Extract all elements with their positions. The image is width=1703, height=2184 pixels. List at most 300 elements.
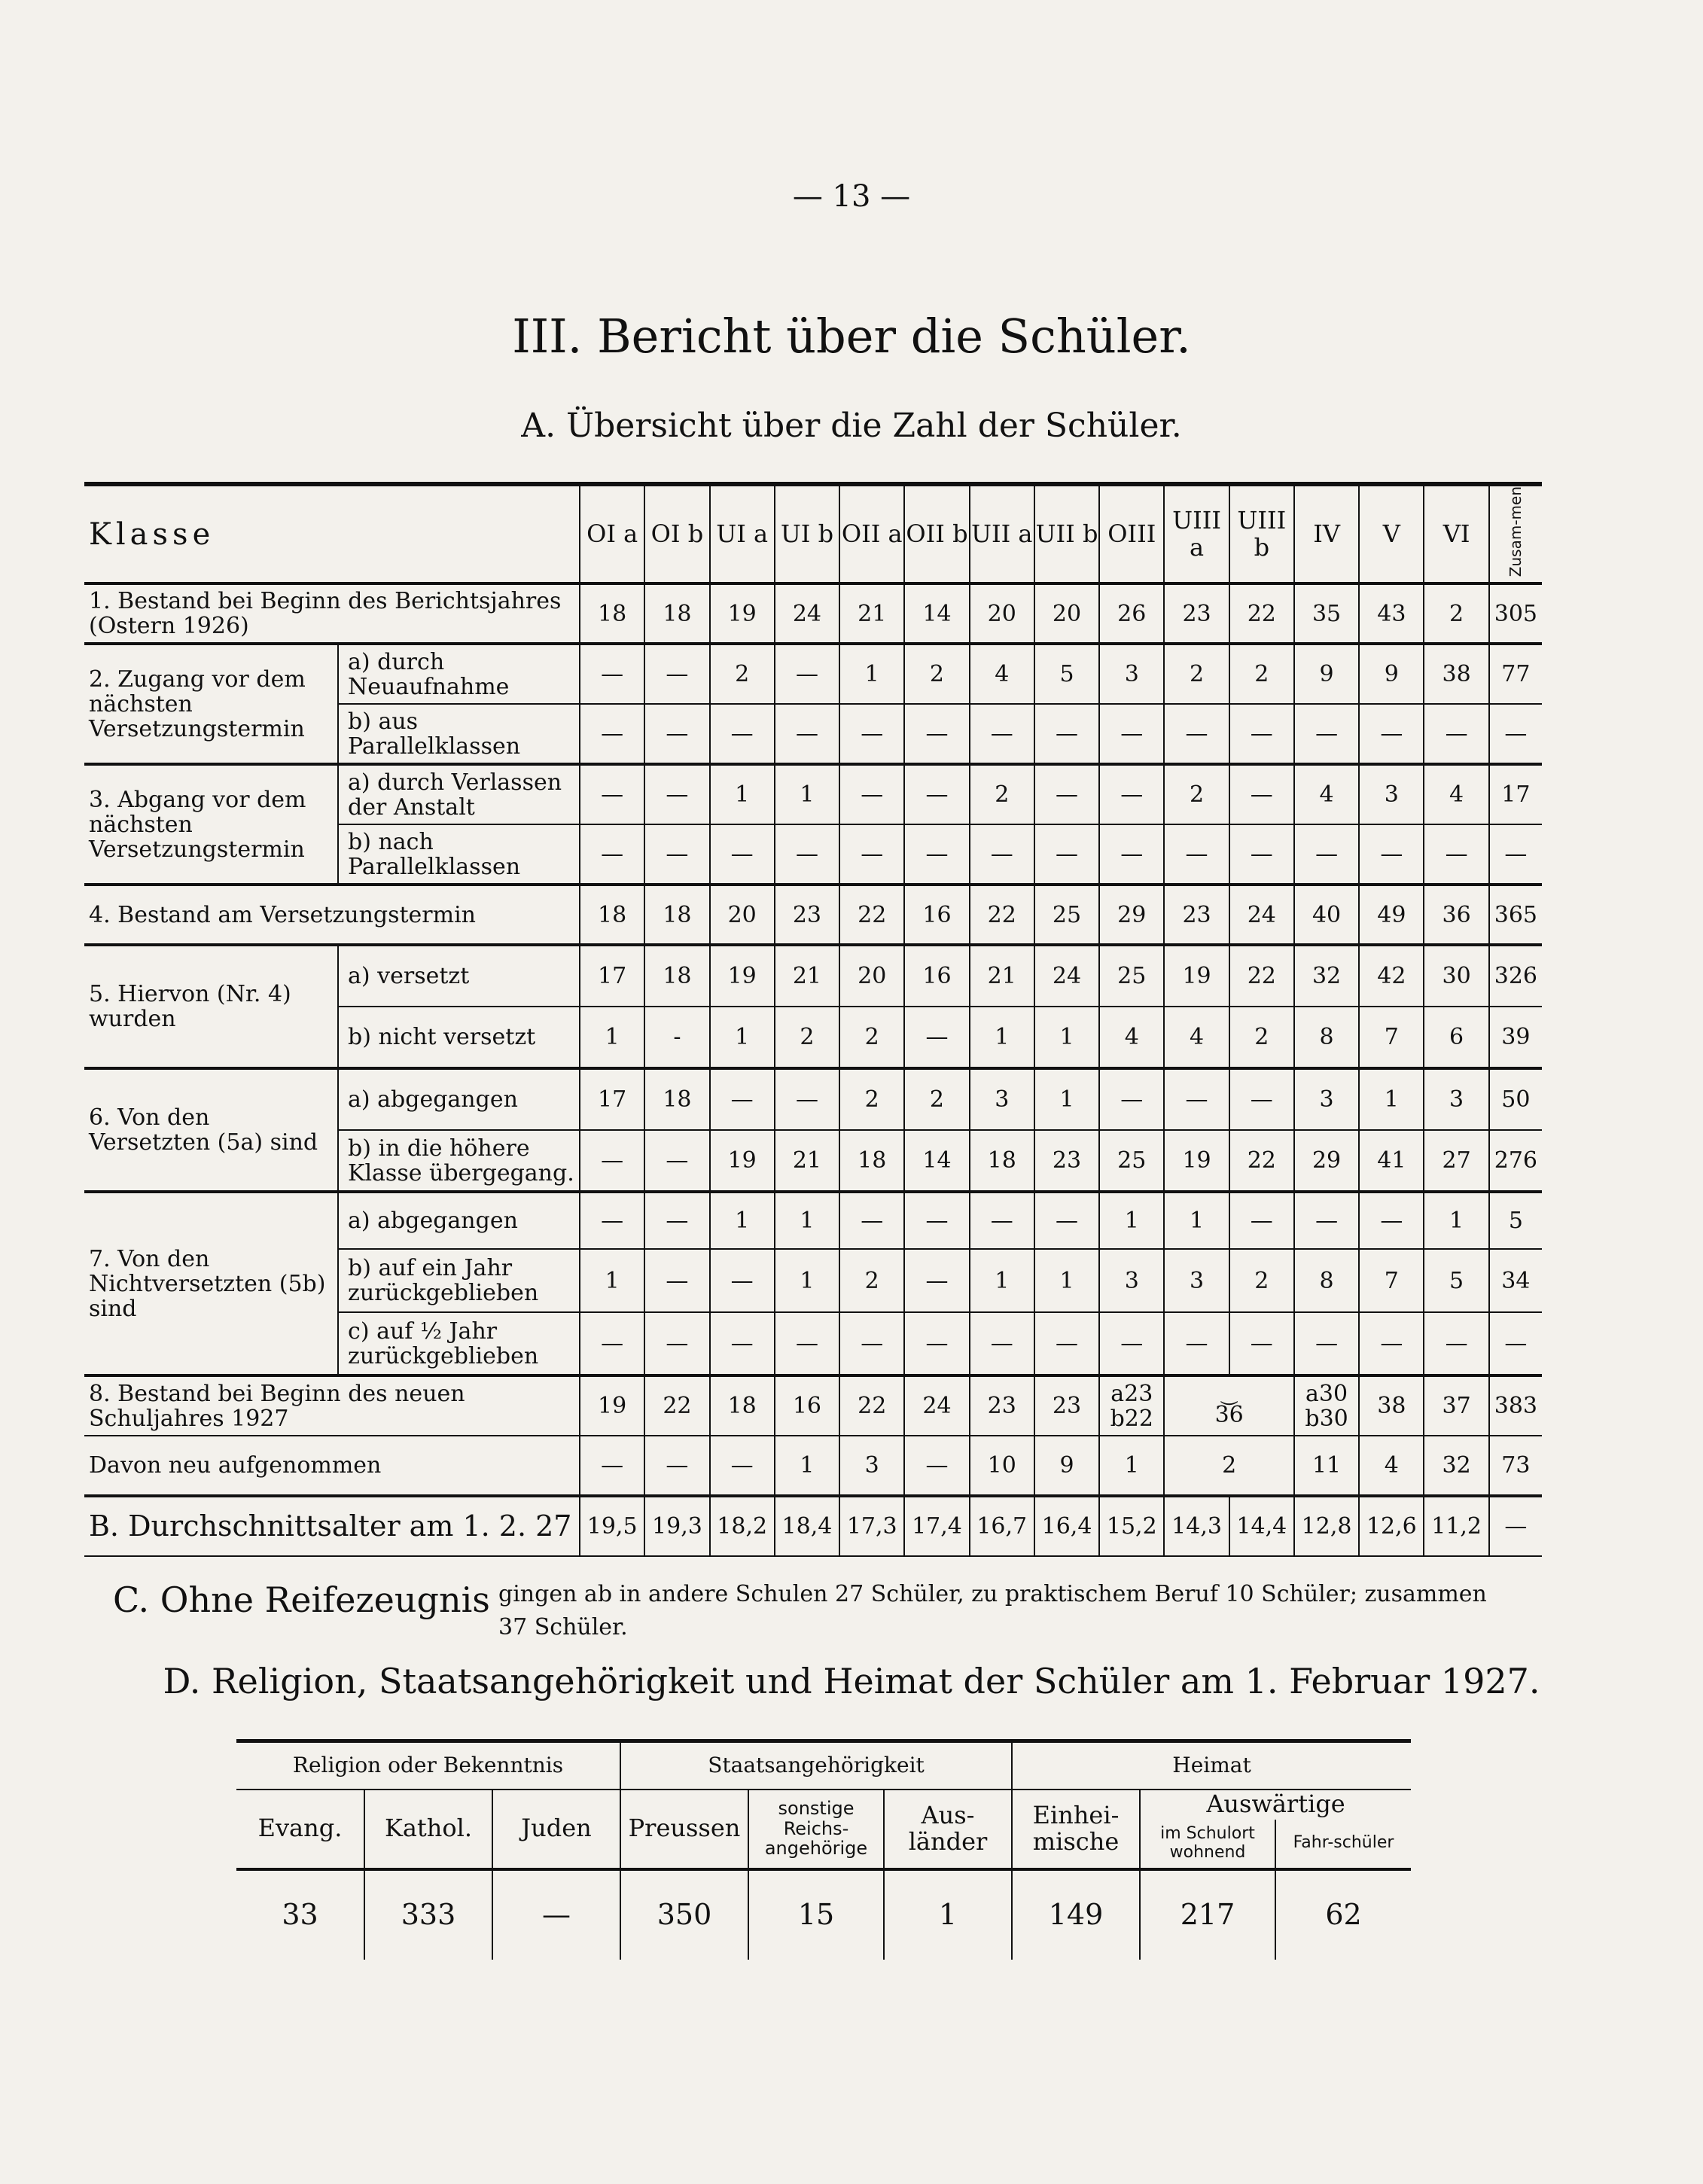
cell: 18 bbox=[710, 1375, 775, 1436]
group-header-row bbox=[236, 1741, 1411, 1790]
merged-cell: 2 bbox=[1164, 1436, 1294, 1496]
cell: 38 bbox=[1424, 644, 1488, 704]
cell: 19 bbox=[580, 1375, 644, 1436]
cell: — bbox=[644, 1130, 709, 1192]
cell: — bbox=[970, 1312, 1034, 1375]
cell: — bbox=[1359, 1192, 1424, 1249]
cell: — bbox=[1099, 1068, 1164, 1130]
cell: 1 bbox=[970, 1249, 1034, 1312]
cell: — bbox=[710, 1068, 775, 1130]
cell: — bbox=[1489, 1496, 1542, 1556]
cell: — bbox=[1099, 824, 1164, 885]
cell: 21 bbox=[839, 583, 904, 644]
cell: — bbox=[1034, 704, 1099, 764]
cell: 23 bbox=[1164, 583, 1229, 644]
cell: 15 bbox=[748, 1869, 884, 1960]
col-header: UI a bbox=[710, 484, 775, 583]
cell: 14 bbox=[904, 1130, 969, 1192]
cell: — bbox=[1294, 1312, 1359, 1375]
cell: — bbox=[1099, 704, 1164, 764]
cell: 23 bbox=[970, 1375, 1034, 1436]
cell: 2 bbox=[1229, 644, 1294, 704]
cell: 25 bbox=[1034, 885, 1099, 945]
cell: 5 bbox=[1424, 1249, 1488, 1312]
cell: 2 bbox=[1164, 764, 1229, 824]
cell: — bbox=[775, 1068, 839, 1130]
total-header: Zusam-men bbox=[1489, 484, 1542, 583]
cell: 2 bbox=[1229, 1007, 1294, 1068]
cell: 19,5 bbox=[580, 1496, 644, 1556]
sub-label: a) versetzt bbox=[338, 945, 580, 1007]
col-preussen: Preussen bbox=[620, 1790, 748, 1869]
cell: 22 bbox=[1229, 1130, 1294, 1192]
header-row bbox=[84, 484, 1542, 583]
cell: — bbox=[1099, 1312, 1164, 1375]
cell: 21 bbox=[775, 945, 839, 1007]
cell: 22 bbox=[970, 885, 1034, 945]
sub-label: a) abgegangen bbox=[338, 1192, 580, 1249]
col-header: OII a bbox=[839, 484, 904, 583]
row-label: 5. Hiervon (Nr. 4) wurden bbox=[84, 945, 338, 1068]
cell: 2 bbox=[839, 1068, 904, 1130]
cell: — bbox=[580, 644, 644, 704]
cell: — bbox=[1489, 704, 1542, 764]
cell: 1 bbox=[1424, 1192, 1488, 1249]
cell: 49 bbox=[1359, 885, 1424, 945]
cell: — bbox=[970, 824, 1034, 885]
col-header: VI bbox=[1424, 484, 1488, 583]
cell: — bbox=[1099, 764, 1164, 824]
cell: 22 bbox=[839, 1375, 904, 1436]
cell: 2 bbox=[904, 1068, 969, 1130]
cell: — bbox=[839, 1312, 904, 1375]
cell: 2 bbox=[970, 764, 1034, 824]
cell: — bbox=[904, 764, 969, 824]
col-header: UI b bbox=[775, 484, 839, 583]
cell: — bbox=[839, 824, 904, 885]
cell: a23 b22 bbox=[1099, 1375, 1164, 1436]
cell: 9 bbox=[1034, 1436, 1099, 1496]
cell: 276 bbox=[1489, 1130, 1542, 1192]
report-title: III. Bericht über die Schüler. bbox=[512, 309, 1191, 364]
col-sonstige: sonstige Reichs-angehörige bbox=[748, 1790, 884, 1869]
cell: 18 bbox=[580, 583, 644, 644]
group-heimat: Heimat bbox=[1012, 1741, 1411, 1790]
col-header: IV bbox=[1294, 484, 1359, 583]
cell: — bbox=[904, 1007, 969, 1068]
cell: — bbox=[970, 1192, 1034, 1249]
cell: 1 bbox=[775, 764, 839, 824]
klasse-header: Klasse bbox=[84, 484, 580, 583]
cell: 1 bbox=[1099, 1192, 1164, 1249]
cell: 350 bbox=[620, 1869, 748, 1960]
cell: 1 bbox=[580, 1249, 644, 1312]
cell: — bbox=[1294, 824, 1359, 885]
cell: 19 bbox=[1164, 1130, 1229, 1192]
cell: 16 bbox=[904, 885, 969, 945]
col-auslaender: Aus-länder bbox=[884, 1790, 1012, 1869]
cell: — bbox=[1359, 1312, 1424, 1375]
cell: — bbox=[775, 644, 839, 704]
sub-label: b) nach Parallelklassen bbox=[338, 824, 580, 885]
col-header: OI b bbox=[644, 484, 709, 583]
cell: 4 bbox=[1359, 1436, 1424, 1496]
cell: 1 bbox=[710, 764, 775, 824]
cell: 2 bbox=[904, 644, 969, 704]
cell: 22 bbox=[644, 1375, 709, 1436]
cell: — bbox=[644, 1436, 709, 1496]
cell: 2 bbox=[839, 1249, 904, 1312]
cell: 24 bbox=[1034, 945, 1099, 1007]
cell: — bbox=[1424, 704, 1488, 764]
cell: 1 bbox=[1034, 1249, 1099, 1312]
cell: 36 bbox=[1424, 885, 1488, 945]
cell: — bbox=[710, 1436, 775, 1496]
sub-label: a) durch Neuaufnahme bbox=[338, 644, 580, 704]
table-row bbox=[84, 764, 1542, 824]
cell: 1 bbox=[1099, 1436, 1164, 1496]
table-row bbox=[84, 1192, 1542, 1249]
cell: 15,2 bbox=[1099, 1496, 1164, 1556]
cell: — bbox=[1489, 824, 1542, 885]
cell: — bbox=[644, 1249, 709, 1312]
sub-label: b) aus Parallelklassen bbox=[338, 704, 580, 764]
cell: 18 bbox=[644, 1068, 709, 1130]
cell: 21 bbox=[970, 945, 1034, 1007]
col-fahrschueler: Fahr-schüler bbox=[1275, 1820, 1411, 1869]
cell: 7 bbox=[1359, 1249, 1424, 1312]
cell: 32 bbox=[1294, 945, 1359, 1007]
section-d-heading: D. Religion, Staatsangehörigkeit und Heimat der Schüler am 1. Februar 1927. bbox=[163, 1661, 1540, 1701]
cell: 1 bbox=[775, 1249, 839, 1312]
cell: — bbox=[904, 1249, 969, 1312]
cell: 29 bbox=[1294, 1130, 1359, 1192]
row-label: 2. Zugang vor dem nächsten Versetzungstermin bbox=[84, 644, 338, 764]
section-a-title: A. Übersicht über die Zahl der Schüler. bbox=[521, 407, 1182, 445]
col-einheimische: Einhei-mische bbox=[1012, 1790, 1140, 1869]
cell: 14 bbox=[904, 583, 969, 644]
cell: 305 bbox=[1489, 583, 1542, 644]
cell: 3 bbox=[1164, 1249, 1229, 1312]
cell: 3 bbox=[1099, 644, 1164, 704]
row-label: 4. Bestand am Versetzungstermin bbox=[84, 885, 580, 945]
cell: — bbox=[904, 704, 969, 764]
cell: 9 bbox=[1359, 644, 1424, 704]
student-count-table bbox=[84, 482, 1542, 1557]
group-religion: Religion oder Bekenntnis bbox=[236, 1741, 620, 1790]
sub-label: a) abgegangen bbox=[338, 1068, 580, 1130]
cell: 19 bbox=[710, 583, 775, 644]
cell: 20 bbox=[1034, 583, 1099, 644]
cell: 1 bbox=[970, 1007, 1034, 1068]
row-label: 6. Von den Versetzten (5a) sind bbox=[84, 1068, 338, 1192]
cell: 20 bbox=[710, 885, 775, 945]
table-row bbox=[84, 945, 1542, 1007]
cell: 2 bbox=[839, 1007, 904, 1068]
cell: — bbox=[1424, 824, 1488, 885]
cell: — bbox=[492, 1869, 620, 1960]
cell: 23 bbox=[1164, 885, 1229, 945]
section-c-heading: C. Ohne Reifezeugnis bbox=[113, 1579, 490, 1620]
cell: — bbox=[1229, 824, 1294, 885]
cell: 27 bbox=[1424, 1130, 1488, 1192]
cell: — bbox=[775, 704, 839, 764]
cell: — bbox=[904, 1192, 969, 1249]
cell: — bbox=[580, 704, 644, 764]
table-row bbox=[84, 1375, 1542, 1436]
cell: — bbox=[1294, 1192, 1359, 1249]
religion-table bbox=[236, 1739, 1411, 1960]
cell: 4 bbox=[970, 644, 1034, 704]
cell: 2 bbox=[775, 1007, 839, 1068]
cell: — bbox=[1359, 704, 1424, 764]
cell: — bbox=[580, 764, 644, 824]
sub-label: b) auf ein Jahr zurückgeblieben bbox=[338, 1249, 580, 1312]
table-row bbox=[84, 1496, 1542, 1556]
cell: 24 bbox=[904, 1375, 969, 1436]
cell: 1 bbox=[580, 1007, 644, 1068]
row-label: 7. Von den Nichtversetzten (5b) sind bbox=[84, 1192, 338, 1375]
cell: — bbox=[1229, 704, 1294, 764]
table-row bbox=[84, 885, 1542, 945]
cell: 2 bbox=[710, 644, 775, 704]
cell: 2 bbox=[1164, 644, 1229, 704]
cell: 77 bbox=[1489, 644, 1542, 704]
auswaertige-row bbox=[236, 1790, 1411, 1820]
table-row bbox=[84, 583, 1542, 644]
cell: — bbox=[970, 704, 1034, 764]
col-header: UII a bbox=[970, 484, 1034, 583]
cell: 16,4 bbox=[1034, 1496, 1099, 1556]
cell: 10 bbox=[970, 1436, 1034, 1496]
cell: — bbox=[644, 1192, 709, 1249]
cell: 1 bbox=[839, 644, 904, 704]
cell: — bbox=[1164, 1068, 1229, 1130]
cell: — bbox=[1359, 824, 1424, 885]
cell: — bbox=[839, 1192, 904, 1249]
cell: 17 bbox=[580, 1068, 644, 1130]
cell: 6 bbox=[1424, 1007, 1488, 1068]
cell: — bbox=[904, 1312, 969, 1375]
cell: 18 bbox=[970, 1130, 1034, 1192]
col-header: UIII b bbox=[1229, 484, 1294, 583]
cell: 14,4 bbox=[1229, 1496, 1294, 1556]
cell: 1 bbox=[884, 1869, 1012, 1960]
cell: — bbox=[1229, 1068, 1294, 1130]
cell: 19,3 bbox=[644, 1496, 709, 1556]
cell: 16,7 bbox=[970, 1496, 1034, 1556]
cell: 19 bbox=[1164, 945, 1229, 1007]
cell: - bbox=[644, 1007, 709, 1068]
row-label: B. Durchschnittsalter am 1. 2. 27 bbox=[84, 1496, 580, 1556]
cell: 14,3 bbox=[1164, 1496, 1229, 1556]
cell: — bbox=[1034, 824, 1099, 885]
group-staat: Staatsangehörigkeit bbox=[620, 1741, 1012, 1790]
cell: 19 bbox=[710, 945, 775, 1007]
cell: — bbox=[839, 704, 904, 764]
cell: 24 bbox=[1229, 885, 1294, 945]
cell: 18 bbox=[839, 1130, 904, 1192]
col-schulort: im Schulort wohnend bbox=[1140, 1820, 1275, 1869]
cell: — bbox=[644, 644, 709, 704]
cell: 73 bbox=[1489, 1436, 1542, 1496]
cell: 38 bbox=[1359, 1375, 1424, 1436]
cell: 22 bbox=[1229, 945, 1294, 1007]
col-evang: Evang. bbox=[236, 1790, 364, 1869]
cell: — bbox=[1034, 1192, 1099, 1249]
cell: — bbox=[644, 824, 709, 885]
cell: — bbox=[710, 1249, 775, 1312]
cell: — bbox=[710, 1312, 775, 1375]
sub-label: b) nicht versetzt bbox=[338, 1007, 580, 1068]
cell: 7 bbox=[1359, 1007, 1424, 1068]
cell: 20 bbox=[839, 945, 904, 1007]
brace-icon: ⏝ bbox=[1220, 1383, 1238, 1405]
cell: — bbox=[1034, 1312, 1099, 1375]
cell: 33 bbox=[236, 1869, 364, 1960]
cell: — bbox=[644, 704, 709, 764]
cell: 2 bbox=[1424, 583, 1488, 644]
cell: 3 bbox=[1359, 764, 1424, 824]
col-header: OI a bbox=[580, 484, 644, 583]
col-header: OII b bbox=[904, 484, 969, 583]
cell: 19 bbox=[710, 1130, 775, 1192]
cell: 39 bbox=[1489, 1007, 1542, 1068]
cell: 12,8 bbox=[1294, 1496, 1359, 1556]
cell: 365 bbox=[1489, 885, 1542, 945]
cell: 12,6 bbox=[1359, 1496, 1424, 1556]
cell: — bbox=[580, 1436, 644, 1496]
cell: — bbox=[644, 764, 709, 824]
cell: 8 bbox=[1294, 1249, 1359, 1312]
cell: 20 bbox=[970, 583, 1034, 644]
cell: 25 bbox=[1099, 1130, 1164, 1192]
cell: 3 bbox=[1099, 1249, 1164, 1312]
sub-label: a) durch Verlassen der Anstalt bbox=[338, 764, 580, 824]
cell: 17,3 bbox=[839, 1496, 904, 1556]
cell: — bbox=[1229, 1312, 1294, 1375]
cell: 62 bbox=[1275, 1869, 1411, 1960]
cell: — bbox=[710, 704, 775, 764]
table-row bbox=[84, 1068, 1542, 1130]
cell: 18 bbox=[580, 885, 644, 945]
cell: 32 bbox=[1424, 1436, 1488, 1496]
cell: 3 bbox=[1424, 1068, 1488, 1130]
cell: — bbox=[644, 1312, 709, 1375]
cell: 1 bbox=[1034, 1007, 1099, 1068]
cell: 18 bbox=[644, 945, 709, 1007]
cell: 23 bbox=[775, 885, 839, 945]
cell: 4 bbox=[1099, 1007, 1164, 1068]
cell: 1 bbox=[1164, 1192, 1229, 1249]
row-label: 1. Bestand bei Beginn des Berichtsjahres (Ostern 1926) bbox=[84, 583, 580, 644]
cell: 9 bbox=[1294, 644, 1359, 704]
cell: 18,2 bbox=[710, 1496, 775, 1556]
col-juden: Juden bbox=[492, 1790, 620, 1869]
cell: — bbox=[580, 1312, 644, 1375]
cell: — bbox=[580, 1130, 644, 1192]
auswaertige-label: Auswärtige bbox=[1140, 1790, 1411, 1820]
cell: 1 bbox=[1034, 1068, 1099, 1130]
section-c-text: gingen ab in andere Schulen 27 Schüler, zu praktischem Beruf 10 Schüler; zusammen 37 Schüler. bbox=[498, 1581, 1487, 1640]
cell: 1 bbox=[775, 1436, 839, 1496]
sub-label: c) auf ½ Jahr zurückgeblieben bbox=[338, 1312, 580, 1375]
cell: 23 bbox=[1034, 1130, 1099, 1192]
cell: 23 bbox=[1034, 1375, 1099, 1436]
cell: — bbox=[710, 824, 775, 885]
col-header: OIII bbox=[1099, 484, 1164, 583]
cell: — bbox=[775, 824, 839, 885]
cell: 18 bbox=[644, 885, 709, 945]
row-label: 8. Bestand bei Beginn des neuen Schuljahres 1927 bbox=[84, 1375, 580, 1436]
cell: 24 bbox=[775, 583, 839, 644]
cell: 5 bbox=[1489, 1192, 1542, 1249]
cell: 326 bbox=[1489, 945, 1542, 1007]
cell: 8 bbox=[1294, 1007, 1359, 1068]
col-kathol: Kathol. bbox=[364, 1790, 492, 1869]
col-header: UIII a bbox=[1164, 484, 1229, 583]
cell: 149 bbox=[1012, 1869, 1140, 1960]
cell: 17 bbox=[1489, 764, 1542, 824]
cell: 30 bbox=[1424, 945, 1488, 1007]
cell: — bbox=[580, 1192, 644, 1249]
merged-cell: ⏝ 36 bbox=[1164, 1375, 1294, 1436]
col-header: UII b bbox=[1034, 484, 1099, 583]
cell: 18,4 bbox=[775, 1496, 839, 1556]
cell: 18 bbox=[644, 583, 709, 644]
cell: — bbox=[1489, 1312, 1542, 1375]
cell: 4 bbox=[1424, 764, 1488, 824]
cell: 16 bbox=[904, 945, 969, 1007]
cell: 41 bbox=[1359, 1130, 1424, 1192]
cell: — bbox=[1229, 764, 1294, 824]
cell: 1 bbox=[710, 1192, 775, 1249]
cell: — bbox=[904, 1436, 969, 1496]
cell: 3 bbox=[1294, 1068, 1359, 1130]
cell: 40 bbox=[1294, 885, 1359, 945]
cell: 50 bbox=[1489, 1068, 1542, 1130]
row-label: Davon neu aufgenommen bbox=[84, 1436, 580, 1496]
cell: — bbox=[1164, 704, 1229, 764]
cell: 5 bbox=[1034, 644, 1099, 704]
cell: 333 bbox=[364, 1869, 492, 1960]
table-row bbox=[84, 1436, 1542, 1496]
cell: 42 bbox=[1359, 945, 1424, 1007]
cell: 217 bbox=[1140, 1869, 1275, 1960]
page-number: — 13 — bbox=[792, 179, 911, 214]
cell: a30 b30 bbox=[1294, 1375, 1359, 1436]
cell: — bbox=[904, 824, 969, 885]
cell: 26 bbox=[1099, 583, 1164, 644]
cell: 22 bbox=[839, 885, 904, 945]
cell: 16 bbox=[775, 1375, 839, 1436]
cell: 35 bbox=[1294, 583, 1359, 644]
sub-label: b) in die höhere Klasse übergegang. bbox=[338, 1130, 580, 1192]
cell: 4 bbox=[1164, 1007, 1229, 1068]
table-row bbox=[84, 644, 1542, 704]
values-row bbox=[236, 1869, 1411, 1960]
cell: 11 bbox=[1294, 1436, 1359, 1496]
cell: 22 bbox=[1229, 583, 1294, 644]
cell: — bbox=[1294, 704, 1359, 764]
cell: — bbox=[1229, 1192, 1294, 1249]
cell: 1 bbox=[710, 1007, 775, 1068]
cell: 3 bbox=[970, 1068, 1034, 1130]
cell: — bbox=[1034, 764, 1099, 824]
cell: 21 bbox=[775, 1130, 839, 1192]
cell: 1 bbox=[1359, 1068, 1424, 1130]
row-label: 3. Abgang vor dem nächsten Versetzungstermin bbox=[84, 764, 338, 885]
